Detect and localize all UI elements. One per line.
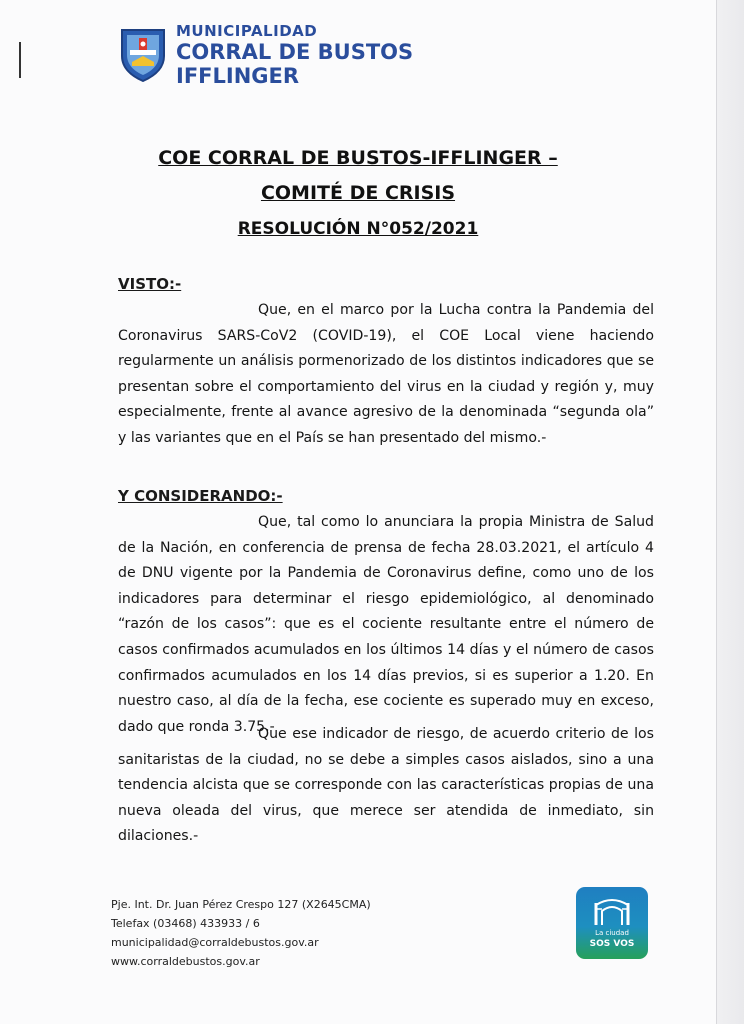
considerando-paragraph-2 (118, 722, 654, 850)
badge-line2: SOS VOS (589, 939, 635, 949)
footer-email: municipalidad@corraldebustos.gov.ar (111, 936, 319, 949)
resolution-number: RESOLUCIÓN N°052/2021 (237, 219, 479, 239)
margin-mark (19, 42, 21, 78)
document-title-line2: COMITÉ DE CRISIS (260, 182, 456, 204)
visto-paragraph (118, 298, 654, 452)
municipality-name-line2: IFFLINGER (176, 64, 300, 88)
document-title-line1: COE CORRAL DE BUSTOS-IFFLINGER – (158, 147, 558, 169)
visto-paragraph-text: Que, en el marco por la Lucha contra la Pandemia del Coronavirus SARS-CoV2 (COVID-19), el COE Local viene haciendo regularmente un análisis pormenorizado de los distintos indicadores que se presentan sobre el comportamiento del virus en la ciudad y región y, muy especialmente, frente al avance agresivo de la denominada “segunda ola” y las variantes que en el País se han presentado del mismo.- (118, 302, 654, 446)
municipality-label: MUNICIPALIDAD (176, 22, 318, 40)
considerando-heading: Y CONSIDERANDO:- (118, 487, 283, 505)
municipality-name (176, 24, 413, 87)
visto-heading: VISTO:- (118, 275, 182, 293)
footer-website: www.corraldebustos.gov.ar (111, 955, 260, 968)
municipality-name-line1: CORRAL DE BUSTOS (176, 40, 414, 64)
city-gate-icon (592, 897, 632, 927)
considerando-paragraph-2-text: Que ese indicador de riesgo, de acuerdo criterio de los sanitaristas de la ciudad, no se debe a simples casos aislados, sino a una tendencia alcista que se corresponde con las características propias de una nueva oleada del virus, que merece ser atendida de inmediato, sin dilaciones.- (118, 726, 654, 845)
city-badge (576, 887, 648, 959)
badge-line1: La ciudad (595, 929, 629, 937)
considerando-paragraph-1-text: Que, tal como lo anunciara la propia Ministra de Salud de la Nación, en conferencia de prensa de fecha 28.03.2021, el artículo 4 de DNU vigente por la Pandemia de Coronavirus define, como uno de los indicadores para determinar el riesgo epidemiológico, al denominado “razón de los casos”: que es el cociente resultante entre el número de casos confirmados acumulados en los últimos 14 días y el número de casos confirmados acumulados en los 14 días previos, si es superior a 1.20. En nuestro caso, al día de la fecha, ese cociente es superado muy en exceso, dado que ronda 3.75.- (118, 514, 654, 735)
footer-address: Pje. Int. Dr. Juan Pérez Crespo 127 (X2645CMA) (111, 898, 371, 911)
page-edge (716, 0, 744, 1024)
municipal-crest-icon (118, 26, 168, 82)
considerando-paragraph-1 (118, 510, 654, 740)
footer-phone: Telefax (03468) 433933 / 6 (111, 917, 260, 930)
footer-contact (111, 895, 371, 971)
